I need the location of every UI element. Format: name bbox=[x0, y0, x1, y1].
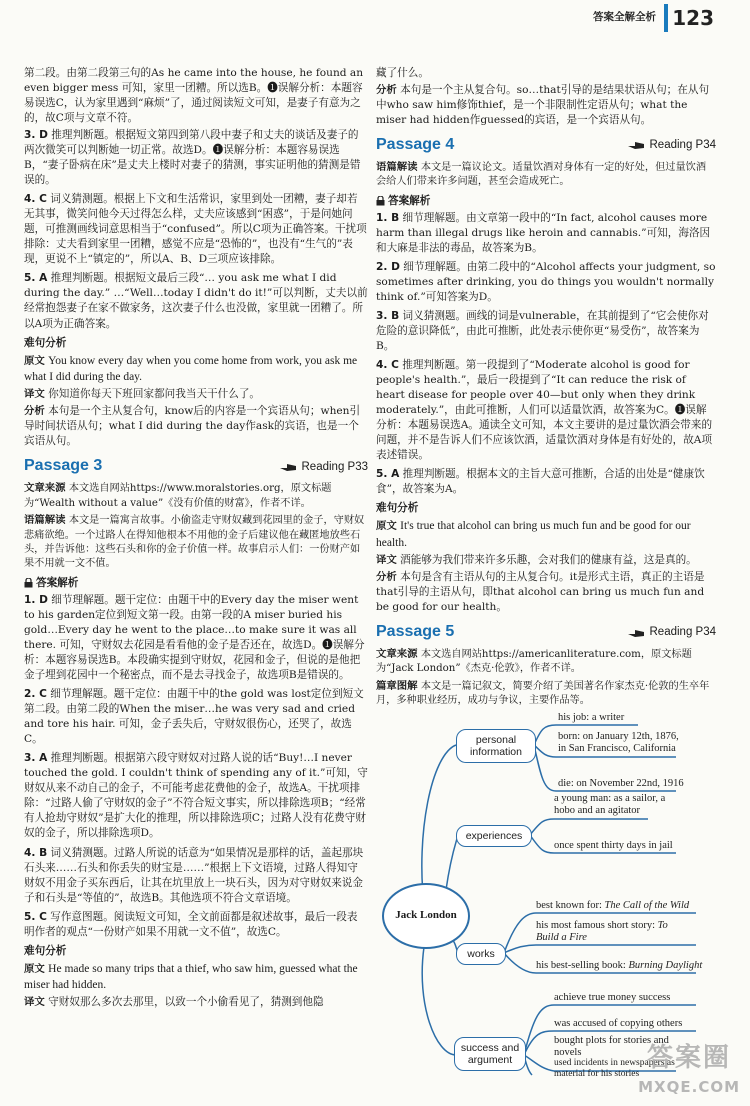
leaf-short-story: his most famous short story: To Build a Fire bbox=[536, 919, 668, 944]
branch-personal-information: personal information bbox=[456, 729, 536, 763]
leaf-young-man: a young man: as a sailor, a hobo and an agitator bbox=[554, 792, 666, 817]
header-divider bbox=[664, 4, 668, 32]
difficult-sentence-heading: 难句分析 bbox=[24, 944, 67, 957]
passage3-bar bbox=[24, 455, 368, 478]
watermark-url: MXQE.COM bbox=[638, 1077, 740, 1096]
difficult-analysis: 分析 本句是含有主语从句的主从复合句。it是形式主语，真正的主语是that引导的主语从句，即that alcohol can bring us much fun and be good for our health。 bbox=[376, 571, 705, 614]
leaf-die: die: on November 22nd, 1916 bbox=[558, 777, 684, 789]
difficult-analysis: 分析 本句是一个主从复合句，know后的内容是一个宾语从句；when引导时间状语从句；what I did during the day作ask的宾语，也是一个宾语从句。 bbox=[24, 405, 361, 448]
answer-item bbox=[24, 128, 368, 188]
item-number: 4. C bbox=[24, 193, 47, 206]
difficult-original: 原文 It's true that alcohol can bring us much fun and be good for our health. bbox=[376, 520, 691, 549]
branch-works: works bbox=[456, 943, 506, 965]
header-title: 答案全解全析 bbox=[593, 11, 656, 23]
leaf-line bbox=[530, 819, 648, 835]
passage5-title: Passage 5 bbox=[376, 623, 455, 641]
connector-success bbox=[422, 947, 456, 1055]
continued-text: 藏了什么。 bbox=[376, 67, 429, 79]
answer-item bbox=[24, 192, 368, 267]
leaf-money-success: achieve true money success bbox=[554, 991, 671, 1003]
pointing-hand-icon bbox=[627, 628, 645, 638]
passage5-reading-ref: Reading P34 bbox=[627, 624, 717, 640]
answer-item: 1. D 细节理解题。题干定位：由题干中的Every day the miser went to his garden定位到短文第一段。由第一段的A miser buried his gold…Every day he went to the place…to make sure it was all there. 可知，守财奴去花园是看看他的金子是否还在，故选D。❶误解分析：本题容易误选B。本段确实提到守财奴，花园和金子，但说的是他把金子埋到花园中一个秘密点，而不是去寻找金子，故选项B是错误的。 bbox=[24, 594, 365, 682]
answer-item: 5. A 推理判断题。根据本文的主旨大意可推断，合适的出处是“健康饮食”，故答案为A。 bbox=[376, 468, 705, 496]
answer-item: 2. D 细节理解题。由第二段中的“Alcohol affects your judgment, so sometimes after drinking, you do things you wouldn't normally think of.”可知答案为D。 bbox=[376, 260, 716, 303]
branch-experiences: experiences bbox=[456, 825, 532, 847]
answer-item: 4. B 词义猜测题。过路人所说的话意为“如果情况是那样的话，盖起那块石头来……石头和你丢失的财宝是……”根据上下文语境，过路人得知守财奴不用金子买东西后，让其在坑里放上一块石头，因为对守财奴来说金子和石头是“等值的”，故选B。其他选项不符合文章语境。 bbox=[24, 846, 364, 904]
passage4-summary: 语篇解读 本文是一篇议论文。适量饮酒对身体有一定的好处，但过量饮酒会给人们带来许多问题，甚至会造成死亡。 bbox=[376, 160, 707, 188]
passage3-source: 文章来源 本文选自网站https://www.moralstories.org，原文标题为“Wealth without a value”《没有价值的财富》，作者不详。 bbox=[24, 482, 332, 509]
answer-item: 2. C 细节理解题。题干定位：由题干中的the gold was lost定位到短文第二段。由第二段的When the miser…he was very sad and cried and tore his hair. 可知，金子丢失后，守财奴很伤心，还哭了，故选C。 bbox=[24, 688, 364, 746]
difficult-original: 原文 He made so many trips that a thief, who saw him, guessed what the miser had hidden. bbox=[24, 962, 358, 992]
passage5-map-intro: 篇章图解 本文是一篇记叙文，简要介绍了美国著名作家杰克·伦敦的生卒年月，多种职业经历，成功与争议，主要作品等。 bbox=[376, 679, 710, 707]
item-text: 推理判断题。根据短文第四到第八段中妻子和丈夫的谈话及妻子的两次微笑可以判断她一切正常。故选D。❶误解分析：本题容易误选B，“妻子卧病在床”是丈夫上楼时对妻子的猜测，事实证明他的猜测是错误的。 bbox=[24, 129, 361, 187]
watermark bbox=[638, 1040, 740, 1098]
page-header bbox=[0, 0, 750, 40]
branch-success-argument: success and argument bbox=[454, 1037, 526, 1071]
difficult-translation: 译文 酒能够为我们带来许多乐趣，会对我们的健康有益，这是真的。 bbox=[376, 554, 697, 567]
connector-experiences bbox=[446, 835, 458, 890]
passage4-reading-ref: Reading P34 bbox=[627, 137, 717, 153]
passage3-title: Passage 3 bbox=[24, 457, 103, 475]
page-number: 123 bbox=[672, 6, 714, 30]
lock-icon bbox=[376, 196, 385, 206]
difficult-translation: 译文 守财奴那么多次去那里，以致一个小偷看见了，猜测到他隐 bbox=[24, 996, 324, 1009]
answer-item: 5. C 写作意图题。阅读短文可知，全文前面都是叙述故事，最后一段表明作者的观点“一份财产如果不用就一文不值”，故选C。 bbox=[24, 910, 358, 938]
leaf-jail: once spent thirty days in jail bbox=[554, 839, 673, 851]
difficult-sentence-heading: 难句分析 bbox=[24, 336, 67, 349]
answer-item: 4. C 推理判断题。第一段提到了“Moderate alcohol is good for people's health.”，最后一段提到了“It can reduce the risk of heart disease for people over 40—but only when they drink moderately.”，由此可推断，人们可以适量饮酒，故答案为C。❶误解分析：本题易误选A。通读全文可知，本文主要讲的是过量饮酒会带来的问题，并不是告诉人们不应该饮酒，适量饮酒对身体是有好处的，故A项表述错误。 bbox=[376, 359, 713, 462]
answer-item: 3. A 推理判断题。根据第六段守财奴对过路人说的话“Buy!…I never touched the gold. I couldn't think of spending any of it.”可知，守财奴从来不动自己的金子，不可能考虑花费他的金子，故选A。干扰项排除：“过路人偷了守财奴的金子”不符合短文事实，所以排除选项B；“经常有人抢劫守财奴”是扩大化的推理，所以排除选项C；过路人没有花费守财奴的金子，所以排除选项D。 bbox=[24, 752, 368, 840]
item-number: 5. A bbox=[24, 272, 48, 285]
mind-map bbox=[376, 711, 716, 1080]
passage5-source: 文章来源 本文选自网站https://americanliterature.com，原文标题为“Jack London”《杰克·伦敦》，作者不详。 bbox=[376, 647, 692, 675]
left-column bbox=[24, 66, 368, 1012]
passage4-bar bbox=[376, 134, 716, 157]
watermark-text: 答案圈 bbox=[647, 1042, 732, 1073]
item-text: 推理判断题。根据短文最后三段“… you ask me what I did during the day.” …“Well…today I didn't do it!”可以判断，丈夫以前经常抱怨妻子在家不做家务，这次妻子什么也没做，家里就一团糟了。所以A项为正确答案。 bbox=[24, 272, 368, 330]
answers-heading: 答案解析 bbox=[24, 576, 368, 591]
passage3-summary: 语篇解读 本文是一篇寓言故事。小偷盗走守财奴藏到花园里的金子，守财奴悲痛欲绝。一个过路人在得知他根本不用他的金子后建议他在藏匿地放些石头，并告诉他：这些石头和你的金子价值一样。故事启示人们：一份财产如果不用就一文不值。 bbox=[24, 514, 365, 570]
right-column bbox=[376, 66, 716, 1080]
difficult-sentence-heading: 难句分析 bbox=[376, 502, 419, 515]
passage4-title: Passage 4 bbox=[376, 136, 455, 154]
passage5-bar bbox=[376, 621, 716, 644]
leaf-bought-plots: bought plots for stories and novels bbox=[554, 1034, 669, 1059]
lock-icon bbox=[24, 578, 33, 588]
difficult-original: 原文 You know every day when you come home from work, you ask me what I did during the day. bbox=[24, 354, 358, 383]
leaf-used-incidents: used incidents in newspapers as material for his stories bbox=[554, 1057, 675, 1080]
difficult-translation: 译文 你知道你每天下班回家都问我当天干什么了。 bbox=[24, 388, 261, 401]
pointing-hand-icon bbox=[279, 462, 297, 472]
pointing-hand-icon bbox=[627, 140, 645, 150]
answer-item: 1. B 细节理解题。由文章第一段中的“In fact, alcohol causes more harm than illegal drugs like heroin and cannabis.”可知，海洛因和大麻是非法的毒品，故答案为B。 bbox=[376, 211, 711, 254]
leaf-born: born: on January 12th, 1876, in San Francisco, California bbox=[558, 730, 679, 755]
passage3-reading-ref: Reading P33 bbox=[279, 459, 369, 475]
leaf-line bbox=[504, 945, 696, 953]
item-number: 3. D bbox=[24, 129, 48, 142]
item-text: 词义猜测题。根据上下文和生活常识，家里到处一团糟，妻子却若无其事，微笑问他今天过得怎么样，丈夫应该感到“困惑”，于是问她问题，可推测画线词意思相当于“confused”。所以C项为正确答案。干扰项排除：丈夫看到家里一团糟，感觉不应是“恐怖的”，也没有“生气的”表现，更说不上“镇定的”，所以A、B、D三项应该排除。 bbox=[24, 193, 367, 266]
answer-item bbox=[24, 271, 368, 331]
mind-map-center: Jack London bbox=[382, 883, 470, 949]
leaf-best-selling: his best-selling book: Burning Daylight bbox=[536, 959, 703, 971]
leaf-job: his job: a writer bbox=[558, 711, 625, 723]
connector-personal bbox=[422, 745, 456, 905]
continued-analysis: 分析 本句是一个主从复合句。so…that引导的是结果状语从句；在从句中who saw him修饰thief，是一个非限制性定语从句；what the miser had hidden作guessed的宾语，是一个宾语从句。 bbox=[376, 84, 710, 127]
intro-paragraph: 第二段。由第二段第三句的As he came into the house, he found an even bigger mess 可知，家里一团糟。所以选B。❶误解分析：本题容易误选C，认为家里遇到“麻烦”了，通过阅读短文可知，是妻子有意为之的，故C项与文章不符。 bbox=[24, 67, 364, 125]
answer-item: 3. B 词义猜测题。画线的词是vulnerable，在其前提到了“它会使你对危险的意识降低”，由此可推断，此处表示使你更“易受伤”，故答案为B。 bbox=[376, 310, 709, 353]
leaf-best-known: best known for: The Call of the Wild bbox=[536, 899, 690, 911]
answers-heading: 答案解析 bbox=[376, 194, 716, 209]
leaf-accused: was accused of copying others bbox=[554, 1017, 683, 1029]
